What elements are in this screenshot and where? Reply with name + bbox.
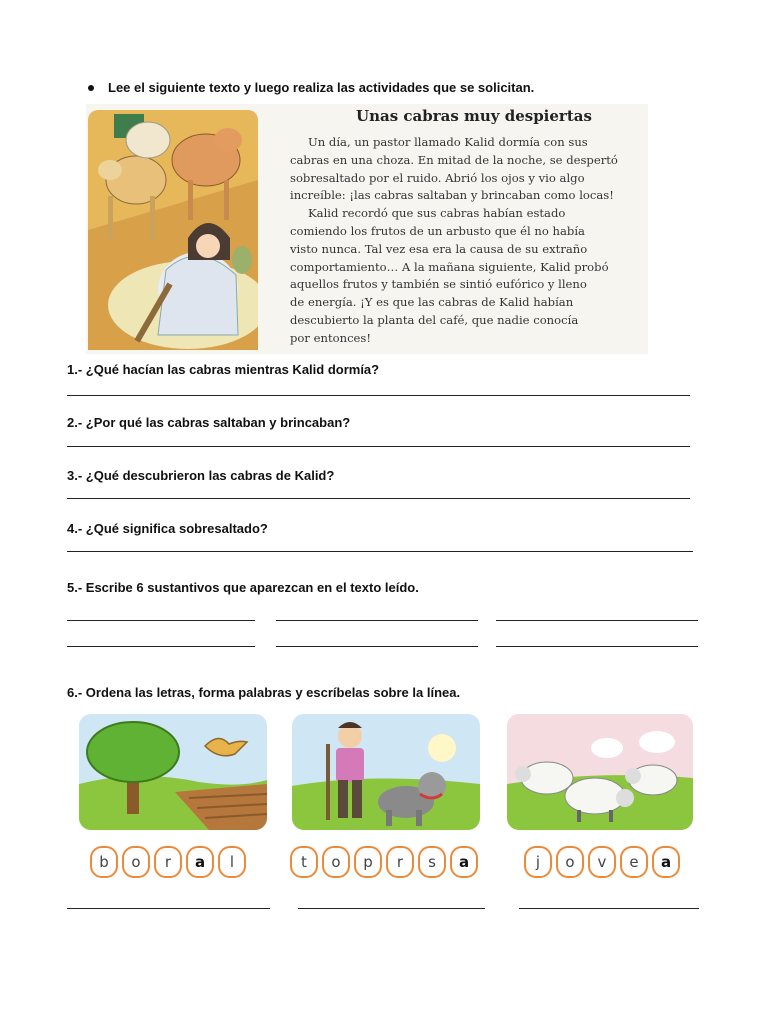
instruction-text: Lee el siguiente texto y luego realiza las actividades que se solicitan.: [108, 80, 535, 95]
bullet-icon: [88, 85, 94, 91]
story-line: comiendo los frutos de un arbusto que él no había: [290, 223, 585, 238]
letter-tile: a: [652, 846, 680, 878]
word-answer-line-2[interactable]: [298, 908, 485, 909]
noun-line[interactable]: [496, 646, 698, 647]
noun-line[interactable]: [67, 620, 255, 621]
story-line: Un día, un pastor llamado Kalid dormía con sus: [308, 135, 588, 149]
question-6: 6.- Ordena las letras, forma palabras y escríbelas sobre la línea.: [67, 685, 461, 700]
story-line: comportamiento… A la mañana siguiente, Kalid probó: [290, 259, 609, 274]
answer-line-2[interactable]: [67, 446, 690, 447]
question-4: 4.- ¿Qué significa sobresaltado?: [67, 521, 268, 536]
noun-line[interactable]: [276, 646, 478, 647]
story-line: de energía. ¡Y es que las cabras de Kalid habían: [290, 295, 574, 310]
letter-tile: p: [354, 846, 382, 878]
story-line: sobresaltado por el ruido. Abrió los ojos y vio algo: [290, 170, 585, 185]
letter-tile: r: [386, 846, 414, 878]
tree-bird-picture: [79, 714, 267, 830]
letter-tile: j: [524, 846, 552, 878]
story-line: aquellos frutos y también se sintió eufórico y lleno: [290, 277, 587, 292]
letter-tile: r: [154, 846, 182, 878]
noun-line[interactable]: [276, 620, 478, 621]
shepherd-dog-picture: [292, 714, 480, 830]
answer-line-3[interactable]: [67, 498, 690, 499]
answer-line-4[interactable]: [67, 551, 693, 552]
letter-tile: o: [322, 846, 350, 878]
noun-line[interactable]: [496, 620, 698, 621]
letter-tile: e: [620, 846, 648, 878]
story-line: por entonces!: [290, 330, 372, 345]
story-text: [290, 134, 640, 348]
letter-tile: b: [90, 846, 118, 878]
story-line: increíble: ¡las cabras saltaban y brincaban como locas!: [290, 188, 614, 203]
instruction-line: [88, 80, 534, 95]
letter-tile: t: [290, 846, 318, 878]
question-1: 1.- ¿Qué hacían las cabras mientras Kalid dormía?: [67, 362, 380, 377]
answer-line-1[interactable]: [67, 395, 690, 396]
question-3: 3.- ¿Qué descubrieron las cabras de Kalid?: [67, 468, 335, 483]
letter-tile: v: [588, 846, 616, 878]
letter-tile: a: [186, 846, 214, 878]
story-line: descubierto la planta del café, que nadie conocía: [290, 312, 579, 327]
story-line: Kalid recordó que sus cabras habían estado: [308, 206, 566, 221]
noun-line[interactable]: [67, 646, 255, 647]
word-answer-line-3[interactable]: [519, 908, 699, 909]
letter-tile: s: [418, 846, 446, 878]
story-title: Unas cabras muy despiertas: [356, 107, 592, 125]
story-line: cabras en una choza. En mitad de la noche, se despertó: [290, 152, 618, 167]
word-answer-line-1[interactable]: [67, 908, 270, 909]
letter-tile: l: [218, 846, 246, 878]
sheep-picture: [507, 714, 693, 830]
letter-tile: o: [122, 846, 150, 878]
goats-shepherd-illustration: [88, 110, 258, 350]
story-line: visto nunca. Tal vez esa era la causa de su extraño: [290, 241, 588, 256]
question-2: 2.- ¿Por qué las cabras saltaban y brincaban?: [67, 415, 351, 430]
letter-tile: o: [556, 846, 584, 878]
question-5: 5.- Escribe 6 sustantivos que aparezcan en el texto leído.: [67, 580, 419, 595]
letter-tile: a: [450, 846, 478, 878]
